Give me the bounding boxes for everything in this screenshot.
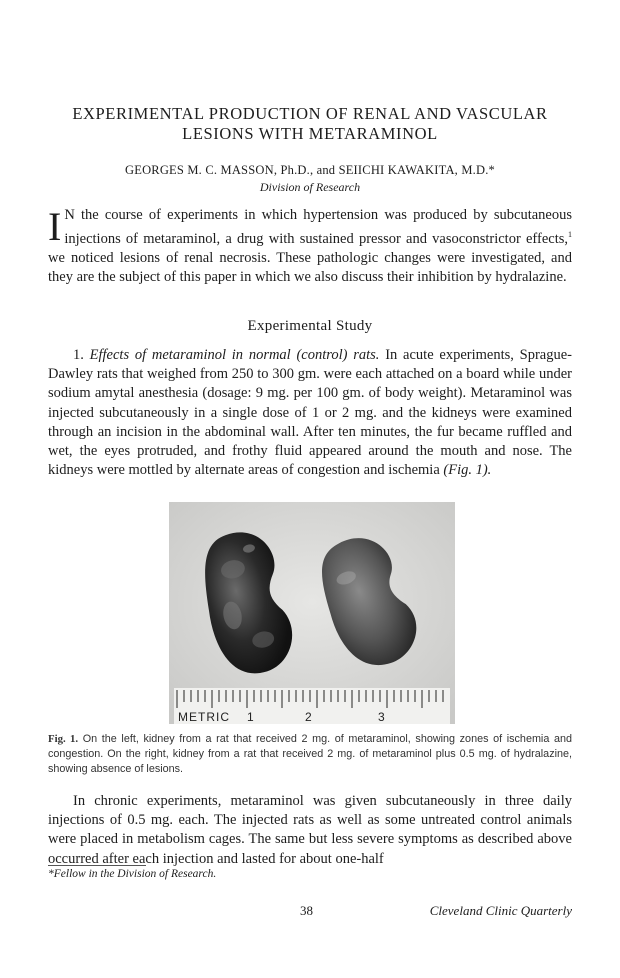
journal-name: Cleveland Clinic Quarterly <box>429 903 572 918</box>
ruler-number-3: 3 <box>378 710 385 724</box>
figure-caption <box>48 732 572 777</box>
ruler-number-1: 1 <box>247 710 254 724</box>
article-title <box>40 104 580 144</box>
title-line-2: LESIONS WITH METARAMINOL <box>182 124 438 143</box>
ruler-label: METRIC <box>178 710 230 724</box>
kidney-photo <box>169 502 455 724</box>
para1-text-a: In acute experiments, Sprague-Dawley rats that weighed from 250 to 300 gm. were each attached on a board while under sodium amytal anesthesia (dosage: 9 mg. per 100 gm. of body weight). Metaraminol was injected subcutaneously in a single dose of 1 or 2 mg. and the kidneys were examined through an incision in the abdominal wall. After ten minutes, the fur became ruffled and wet, the eyes protruded, and frothy fluid appeared around the mouth and nose. The kidneys were mottled by alternate areas of congestion and ischemia <box>48 347 572 479</box>
intro-paragraph <box>48 206 572 288</box>
footnote: *Fellow in the Division of Research. <box>48 868 217 880</box>
division: Division of Research <box>259 180 361 194</box>
caption-label: Fig. 1. <box>48 733 79 745</box>
paragraph-chronic: In chronic experiments, metaraminol was given subcutaneously in three daily injections of 0.5 mg. each. The injected rats as well as some untreated control animals were placed in metabolism cages. The same but less severe symptoms as described above occurred after each injection and lasted for about one-half <box>48 793 572 867</box>
metric-ruler <box>174 688 450 724</box>
caption-text: On the left, kidney from a rat that received 2 mg. of metaraminol, showing zones of ischemia and congestion. On the right, kidney from a rat that received 2 mg. of metaraminol plus 0.5 mg. of hydralazine, showing absence of lesions. <box>48 733 572 775</box>
figure-reference: (Fig. 1). <box>443 462 492 479</box>
footnote-rule <box>48 865 146 866</box>
paragraph-effects <box>48 346 572 480</box>
para1-heading: Effects of metaraminol in normal (control) rats. <box>89 347 380 363</box>
authors: GEORGES M. C. MASSON, Ph.D., and SEIICHI KAWAKITA, M.D.* <box>125 163 495 177</box>
title-line-1: EXPERIMENTAL PRODUCTION OF RENAL AND VASCULAR <box>72 104 548 123</box>
ruler-number-2: 2 <box>305 710 312 724</box>
page-number: 38 <box>300 903 313 918</box>
intro-text-b: we noticed lesions of renal necrosis. These pathologic changes were investigated, and they are the subject of this paper in which we also discuss their inhibition by hydralazine. <box>48 250 572 286</box>
intro-text-a: N the course of experiments in which hypertension was produced by subcutaneous injections of metaraminol, a drug with sustained pressor and vasoconstrictor effects, <box>64 207 572 248</box>
drop-cap: I <box>48 204 62 249</box>
section-heading: Experimental Study <box>247 318 373 334</box>
reference-marker: 1 <box>568 230 572 240</box>
para1-number: 1. <box>73 347 90 363</box>
figure-1-photo <box>169 502 455 724</box>
